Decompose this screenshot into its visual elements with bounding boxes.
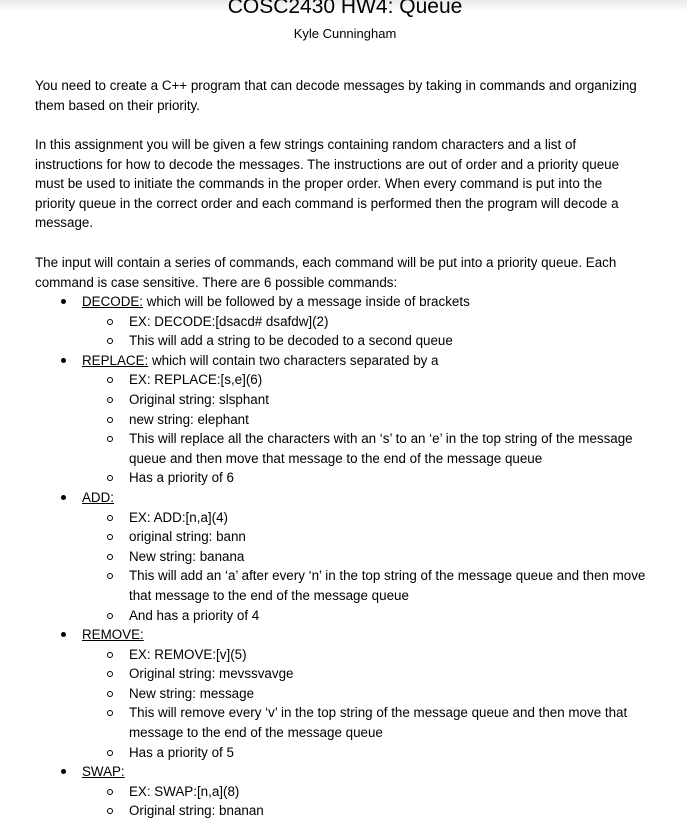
detail-item: And has a priority of 4	[82, 606, 655, 626]
command-description: which will contain two characters separated by a	[148, 352, 439, 368]
document-title: COSC2430 HW4: Queue	[227, 0, 463, 18]
command-remove	[35, 625, 655, 762]
detail-item: original string: bann	[82, 527, 655, 547]
detail-item: Original string: mevssvavge	[82, 664, 655, 684]
detail-item: New string: message	[82, 684, 655, 704]
command-list	[35, 292, 655, 821]
detail-item: Has a priority of 6	[82, 468, 655, 488]
detail-item: new string: elephant	[82, 410, 655, 430]
detail-item: This will remove every ‘v’ in the top string of the message queue and then move that message to the end of the message queue	[82, 703, 655, 742]
command-swap	[35, 762, 655, 821]
command-details	[82, 508, 655, 626]
command-name: REMOVE:	[82, 627, 144, 643]
detail-item: This will replace all the characters with an ‘s’ to an ‘e’ in the top string of the message queue and then move that message to the end of the message queue	[82, 429, 655, 468]
detail-item: EX: REMOVE:[v](5)	[82, 645, 655, 665]
command-details	[82, 782, 655, 821]
command-name: REPLACE:	[82, 352, 149, 368]
command-name: SWAP:	[82, 764, 125, 780]
detail-item: Original string: slsphant	[82, 390, 655, 410]
detail-item: EX: ADD:[n,a](4)	[82, 508, 655, 528]
command-replace	[35, 351, 655, 488]
detail-item: This will add a string to be decoded to a second queue	[82, 331, 655, 351]
detail-item: This will add an ‘a’ after every ‘n’ in the top string of the message queue and then move that message to the end of the message queue	[82, 566, 655, 605]
intro-paragraph: You need to create a C++ program that can decode messages by taking in commands and organizing them based on their priority.	[35, 78, 637, 113]
document-author: Kyle Cunningham	[293, 26, 397, 41]
command-details	[82, 312, 655, 351]
detail-item: Has a priority of 5	[82, 743, 655, 763]
command-decode	[35, 292, 655, 351]
command-details	[82, 370, 655, 488]
command-name: DECODE:	[82, 294, 144, 309]
input-paragraph: The input will contain a series of commands, each command will be put into a priority queue. Each command is case sensitive. There are 6 possible commands:	[35, 255, 617, 290]
command-description: which will be followed by a message inside of brackets	[143, 294, 470, 309]
detail-item: EX: SWAP:[n,a](8)	[82, 782, 655, 802]
assignment-paragraph: In this assignment you will be given a few strings containing random characters and a list of instructions for how to decode the messages. The instructions are out of order and a priority queue must be used to initiate the commands in the proper order. When every command is put into the priority queue in the correct order and each command is performed then the program will decode a message.	[35, 137, 620, 231]
command-name: ADD:	[82, 489, 114, 505]
detail-item: Original string: bnanan	[82, 801, 655, 821]
detail-item: EX: REPLACE:[s,e](6)	[82, 370, 655, 390]
detail-item: EX: DECODE:[dsacd# dsafdw](2)	[82, 312, 655, 332]
detail-item: New string: banana	[82, 547, 655, 567]
command-details	[82, 645, 655, 763]
command-add	[35, 488, 655, 625]
